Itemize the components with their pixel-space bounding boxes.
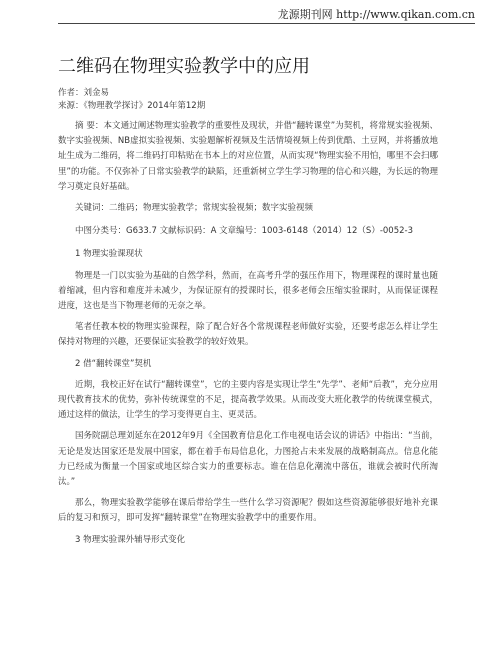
- section-heading-1: 1 物理实验课现状: [75, 249, 143, 260]
- section2-paragraph-3: 那么，物理实验教学能够在课后带给学生一些什么学习资源呢？假如这些资源能够很好地补充课后的复习和预习，即可发挥“翻转课堂”在物理实验教学中的重要作用。: [58, 498, 438, 524]
- author-line: 作者：刘金易: [58, 88, 110, 98]
- keywords: 关键词：二维码；物理实验教学；常规实验视频；数字实验视频: [75, 203, 314, 214]
- abstract: 摘 要：本文通过阐述物理实验教学的重要性及现状，并借“翻转课堂”为契机，将常规实验视频、数字实验视频、NB虚拟实验视频、实验题解析视频及生活情境视频上传到优酷、土豆网，并将播放地址生成为二维码，将二维码打印粘贴在书本上的对应位置，从而实现“物理实验不用怕，哪里不会扫哪里”的功能。不仅弥补了日常实验教学的缺陷，还重新树立学生学习物理的信心和兴趣，为长远的物理学习奠定良好基础。: [58, 121, 438, 192]
- article-body: [58, 56, 438, 548]
- section1-paragraph-1: 物理是一门以实验为基础的自然学科，然而，在高考升学的强压作用下，物理课程的课时量也随着缩减，但内容和难度并未减少，为保证原有的授课时长，很多老师会压缩实验课时，从而保证课程进度，这也是当下物理老师的无奈之举。: [58, 270, 438, 312]
- section1-paragraph-2: 笔者任教本校的物理实验课程，除了配合好各个常规课程老师做好实验，还要考虑怎么样让学生保持对物理的兴趣，还要保证实验教学的较好效果。: [58, 322, 438, 348]
- header-divider: [58, 23, 475, 24]
- section2-paragraph-1: 近期，我校正好在试行“翻转课堂”，它的主要内容是实现让学生“先学”、老师“后教”，充分应用现代教育技术的优势，弥补传统课堂的不足，提高教学效果。从而改变大班化教学的传统课堂模式，通过这样的做法，让学生的学习变得更自主、更灵活。: [58, 379, 438, 421]
- classification-info: 中图分类号：G633.7 文献标识码：A 文章编号：1003-6148（2014）12（S）-0052-3: [75, 226, 413, 237]
- section2-paragraph-2: 国务院副总理刘延东在2012年9月《全国教育信息化工作电视电话会议的讲话》中指出：“当前，无论是发达国家还是发展中国家，都在着手布局信息化，力图抢占未来发展的战略制高点。信息化能力已经成为衡量一个国家或地区综合实力的重要标志。谁在信息化潮流中落伍，谁就会被时代所淘汰。”: [58, 431, 438, 488]
- section-heading-2: 2 借“翻转课堂”契机: [75, 358, 152, 369]
- section-heading-3: 3 物理实验课外辅导形式变化: [75, 534, 186, 545]
- journal-header: 龙源期刊网 http://www.qikan.com.cn: [277, 8, 475, 21]
- article-title: 二维码在物理实验教学中的应用: [58, 56, 310, 77]
- source-line: 来源：《物理教学探讨》2014年第12期: [58, 101, 206, 111]
